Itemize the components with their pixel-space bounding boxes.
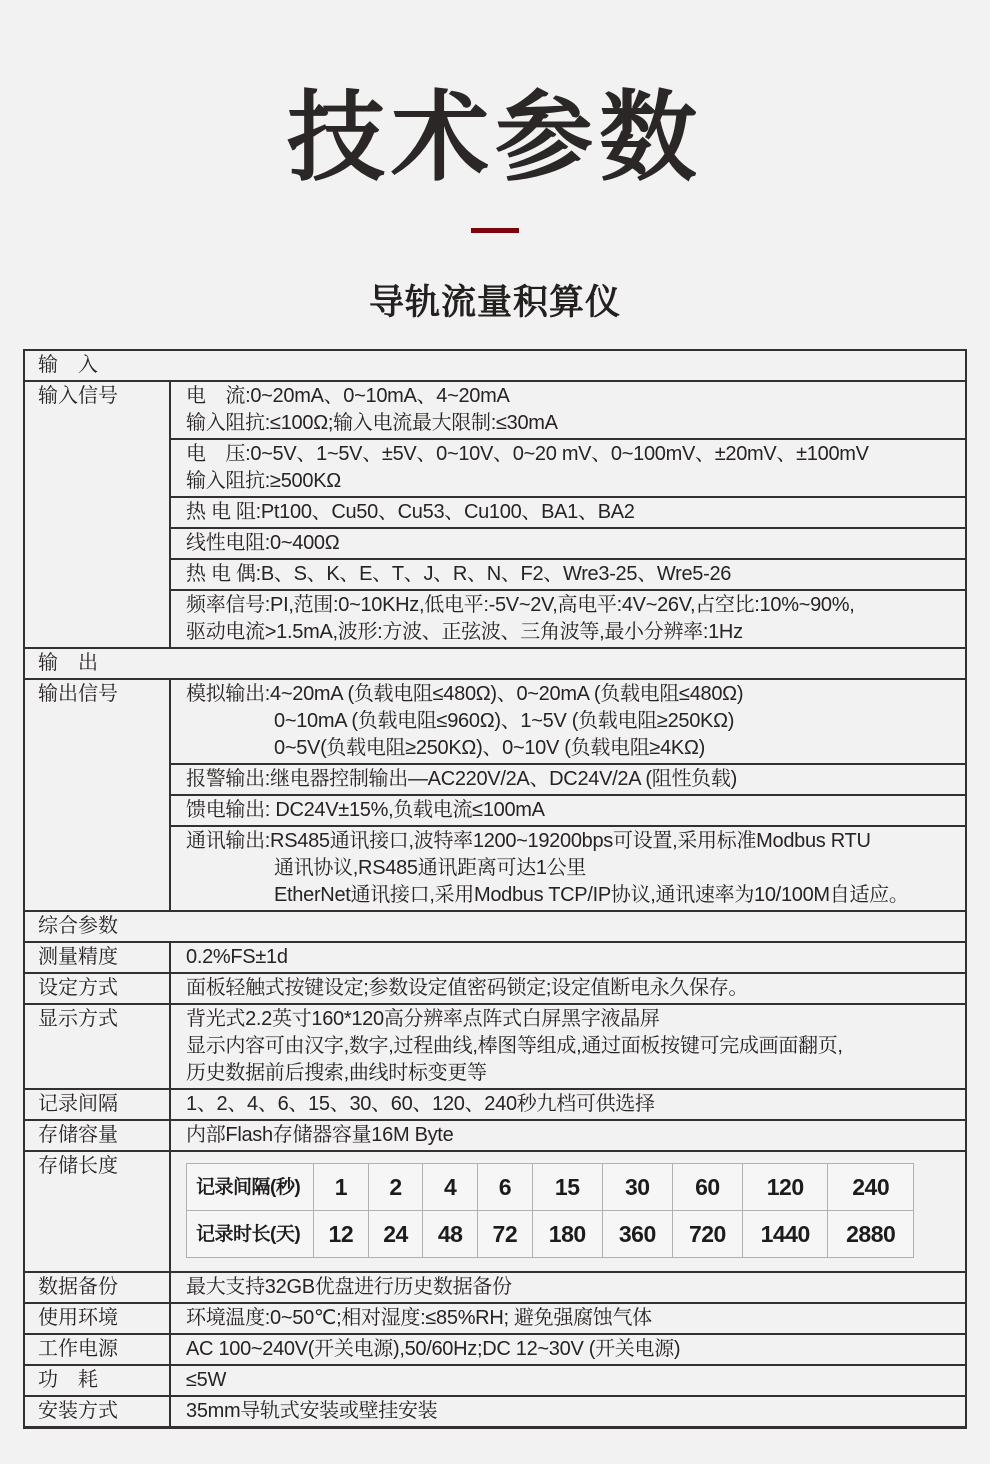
spec-line: 0.2%FS±1d: [186, 946, 288, 968]
spec-line: 热 电 偶:B、S、K、E、T、J、R、N、F2、Wre3-25、Wre5-26: [186, 563, 732, 585]
row-content: [171, 1005, 965, 1088]
spec-line: 馈电输出: DC24V±15%,负载电流≤100mA: [186, 799, 545, 821]
row-operating-environment: [25, 1302, 965, 1333]
row-content: [171, 974, 965, 1003]
spec-line: 电 流:0~20mA、0~10mA、4~20mA: [186, 385, 510, 407]
row-label: 输入信号: [25, 382, 171, 647]
row-label: 设定方式: [25, 974, 171, 1003]
storage-duration-value: 72: [478, 1211, 533, 1258]
row-power-consumption: [25, 1364, 965, 1395]
storage-interval-row: [187, 1164, 914, 1211]
storage-duration-value: 180: [532, 1211, 602, 1258]
row-power-supply: [25, 1333, 965, 1364]
storage-duration-label: 记录时长(天): [187, 1211, 314, 1258]
subrow-communication-output: [171, 825, 965, 910]
storage-duration-row: [187, 1211, 914, 1258]
storage-duration-value: 24: [368, 1211, 423, 1258]
row-content: [171, 1304, 965, 1333]
row-output-signal: [25, 678, 965, 910]
storage-interval-value: 6: [478, 1164, 533, 1211]
storage-duration-value: 12: [314, 1211, 369, 1258]
row-content: [171, 943, 965, 972]
spec-line: 环境温度:0~50℃;相对湿度:≤85%RH; 避免强腐蚀气体: [186, 1307, 652, 1329]
row-label: 输出信号: [25, 680, 171, 910]
row-label: 数据备份: [25, 1273, 171, 1302]
row-display-method: [25, 1003, 965, 1088]
spec-line: 报警输出:继电器控制输出—AC220V/2A、DC24V/2A (阻性负载): [186, 768, 737, 790]
page-title: 技术参数: [286, 82, 703, 192]
row-label: 功 耗: [25, 1366, 171, 1395]
row-label: 工作电源: [25, 1335, 171, 1364]
spec-line: 背光式2.2英寸160*120高分辨率点阵式白屏黑字液晶屏: [186, 1008, 660, 1030]
row-content: [171, 1366, 965, 1395]
storage-duration-value: 1440: [742, 1211, 828, 1258]
subrow-frequency-signal: [171, 589, 965, 647]
spec-line: 面板轻触式按键设定;参数设定值密码锁定;设定值断电永久保存。: [186, 977, 749, 999]
row-input-signal: [25, 380, 965, 647]
spec-line: 频率信号:PI,范围:0~10KHz,低电平:-5V~2V,高电平:4V~26V,占空比:10%~90%,: [186, 594, 855, 616]
storage-duration-value: 48: [423, 1211, 478, 1258]
row-label: 存储长度: [25, 1152, 171, 1271]
title-divider: [471, 228, 519, 233]
product-subtitle: 导轨流量积算仪: [368, 283, 621, 322]
subrow-alarm-output: [171, 763, 965, 794]
storage-duration-value: 720: [672, 1211, 742, 1258]
spec-line: 0~5V(负载电阻≥250KΩ)、0~10V (负载电阻≥4KΩ): [274, 737, 705, 759]
row-content: [171, 1273, 965, 1302]
section-header-label: 输 入: [38, 354, 98, 376]
subrow-linear-resistance: [171, 527, 965, 558]
row-content: [171, 680, 965, 910]
section-header-output: [25, 647, 965, 678]
storage-interval-value: 30: [602, 1164, 672, 1211]
spec-line: 最大支持32GB优盘进行历史数据备份: [186, 1276, 512, 1298]
storage-length-table: [186, 1163, 914, 1258]
section-header-label: 输 出: [38, 652, 98, 674]
storage-interval-value: 120: [742, 1164, 828, 1211]
spec-line: EtherNet通讯接口,采用Modbus TCP/IP协议,通讯速率为10/100M自适应。: [274, 884, 909, 906]
row-content: [171, 1090, 965, 1119]
storage-duration-value: 2880: [828, 1211, 914, 1258]
section-header-label: 综合参数: [38, 915, 118, 937]
subrow-analog-output: [171, 680, 965, 763]
spec-line: 1、2、4、6、15、30、60、120、240秒九档可供选择: [186, 1093, 655, 1115]
spec-line: 显示内容可由汉字,数字,过程曲线,棒图等组成,通过面板按键可完成画面翻页,: [186, 1035, 843, 1057]
storage-interval-value: 60: [672, 1164, 742, 1211]
spec-line: 0~10mA (负载电阻≤960Ω)、1~5V (负载电阻≥250KΩ): [274, 710, 735, 732]
row-content: [171, 1152, 965, 1271]
spec-line: 模拟输出:4~20mA (负载电阻≤480Ω)、0~20mA (负载电阻≤480Ω): [186, 683, 744, 705]
spec-line: 输入阻抗:≥500KΩ: [186, 470, 341, 492]
subrow-voltage: [171, 438, 965, 496]
storage-interval-value: 240: [828, 1164, 914, 1211]
subrow-feed-power-output: [171, 794, 965, 825]
row-label: 记录间隔: [25, 1090, 171, 1119]
storage-interval-value: 1: [314, 1164, 369, 1211]
spec-line: 线性电阻:0~400Ω: [186, 532, 340, 554]
spec-line: 35mm导轨式安装或壁挂安装: [186, 1400, 438, 1422]
subrow-thermocouple: [171, 558, 965, 589]
section-header-input: [25, 351, 965, 380]
spec-line: 驱动电流>1.5mA,波形:方波、正弦波、三角波等,最小分辨率:1Hz: [186, 621, 743, 643]
spec-line: 通讯协议,RS485通讯距离可达1公里: [274, 857, 587, 879]
row-label: 使用环境: [25, 1304, 171, 1333]
spec-line: 电 压:0~5V、1~5V、±5V、0~10V、0~20 mV、0~100mV、±20mV、±100mV: [186, 443, 869, 465]
row-setting-method: [25, 972, 965, 1003]
row-installation-method: [25, 1395, 965, 1426]
row-storage-capacity: [25, 1119, 965, 1150]
spec-table: [23, 349, 967, 1429]
spec-line: 内部Flash存储器容量16M Byte: [186, 1124, 454, 1146]
spec-line: 热 电 阻:Pt100、Cu50、Cu53、Cu100、BA1、BA2: [186, 501, 635, 523]
row-label: 测量精度: [25, 943, 171, 972]
storage-duration-value: 360: [602, 1211, 672, 1258]
row-label: 存储容量: [25, 1121, 171, 1150]
row-content: [171, 382, 965, 647]
spec-line: 历史数据前后搜索,曲线时标变更等: [186, 1062, 487, 1084]
row-label: 显示方式: [25, 1005, 171, 1088]
row-record-interval: [25, 1088, 965, 1119]
spec-line: 通讯输出:RS485通讯接口,波特率1200~19200bps可设置,采用标准Modbus RTU: [186, 830, 871, 852]
storage-interval-value: 15: [532, 1164, 602, 1211]
spec-line: AC 100~240V(开关电源),50/60Hz;DC 12~30V (开关电源): [186, 1338, 681, 1360]
spec-line: 输入阻抗:≤100Ω;输入电流最大限制:≤30mA: [186, 412, 558, 434]
section-header-general: [25, 910, 965, 941]
subrow-rtd: [171, 496, 965, 527]
row-storage-length: [25, 1150, 965, 1271]
subrow-current: [171, 382, 965, 438]
storage-interval-label: 记录间隔(秒): [187, 1164, 314, 1211]
row-content: [171, 1335, 965, 1364]
row-label: 安装方式: [25, 1397, 171, 1426]
row-measure-accuracy: [25, 941, 965, 972]
spec-line: ≤5W: [186, 1369, 227, 1391]
row-content: [171, 1121, 965, 1150]
storage-interval-value: 4: [423, 1164, 478, 1211]
row-content: [171, 1397, 965, 1426]
storage-interval-value: 2: [368, 1164, 423, 1211]
row-data-backup: [25, 1271, 965, 1302]
